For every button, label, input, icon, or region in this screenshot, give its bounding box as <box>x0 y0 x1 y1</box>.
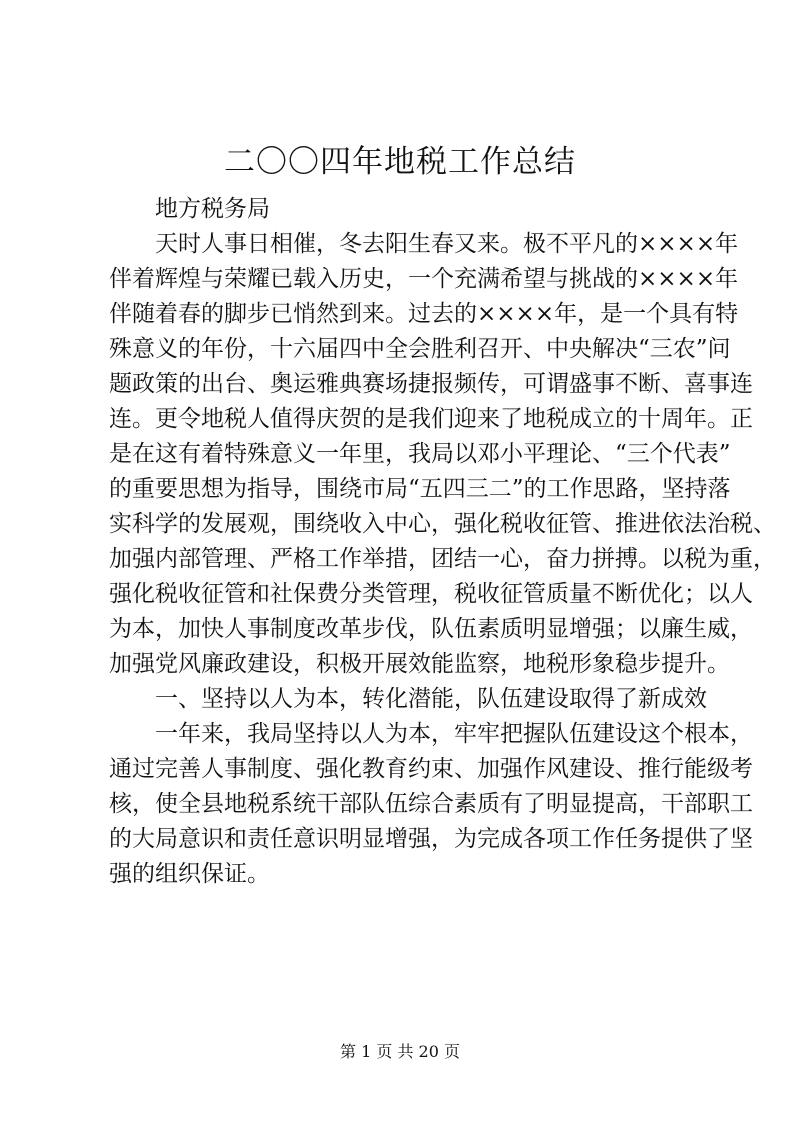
paragraph-line: 强的组织保证。 <box>109 861 270 887</box>
paragraph-line: 题政策的出台、奥运雅典赛场捷报频传，可谓盛事不断、喜事连 <box>109 371 753 397</box>
section-heading: 一、坚持以人为本，转化潜能，队伍建设取得了新成效 <box>155 686 707 712</box>
paragraph-line: 强化税收征管和社保费分类管理，税收征管质量不断优化；以人 <box>109 581 753 607</box>
paragraph-line: 的大局意识和责任意识明显增强，为完成各项工作任务提供了坚 <box>109 826 753 852</box>
document-body <box>109 192 776 892</box>
paragraph-line: 核，使全县地税系统干部队伍综合素质有了明显提高，干部职工 <box>109 791 753 817</box>
paragraph-line: 伴随着春的脚步已悄然到来。过去的××××年，是一个具有特 <box>109 301 739 327</box>
paragraph-line: 加强党风廉政建设，积极开展效能监察，地税形象稳步提升。 <box>109 651 730 677</box>
document-title: 二〇〇四年地税工作总结 <box>224 144 576 180</box>
paragraph-line: 加强内部管理、严格工作举措，团结一心，奋力拼搏。以税为重， <box>109 546 776 572</box>
paragraph-line: 天时人事日相催，冬去阳生春又来。极不平凡的××××年 <box>155 231 739 257</box>
page-footer: 第 1 页 共 20 页 <box>340 1042 460 1061</box>
paragraph-line: 为本，加快人事制度改革步伐，队伍素质明显增强；以廉生威， <box>109 616 753 642</box>
paragraph-line: 一年来，我局坚持以人为本，牢牢把握队伍建设这个根本， <box>155 721 753 747</box>
paragraph-line: 伴着辉煌与荣耀已载入历史，一个充满希望与挑战的××××年 <box>109 266 739 292</box>
paragraph-line: 的重要思想为指导，围绕市局“五四三二”的工作思路，坚持落 <box>109 476 731 502</box>
author-line: 地方税务局 <box>155 196 270 222</box>
paragraph-line: 连。更令地税人值得庆贺的是我们迎来了地税成立的十周年。正 <box>109 406 753 432</box>
paragraph-line: 是在这有着特殊意义一年里，我局以邓小平理论、“三个代表” <box>109 441 731 467</box>
paragraph-line: 通过完善人事制度、强化教育约束、加强作风建设、推行能级考 <box>109 756 753 782</box>
paragraph-line: 殊意义的年份，十六届四中全会胜利召开、中央解决“三农”问 <box>109 336 731 362</box>
paragraph-line: 实科学的发展观，围绕收入中心，强化税收征管、推进依法治税、 <box>109 511 776 537</box>
